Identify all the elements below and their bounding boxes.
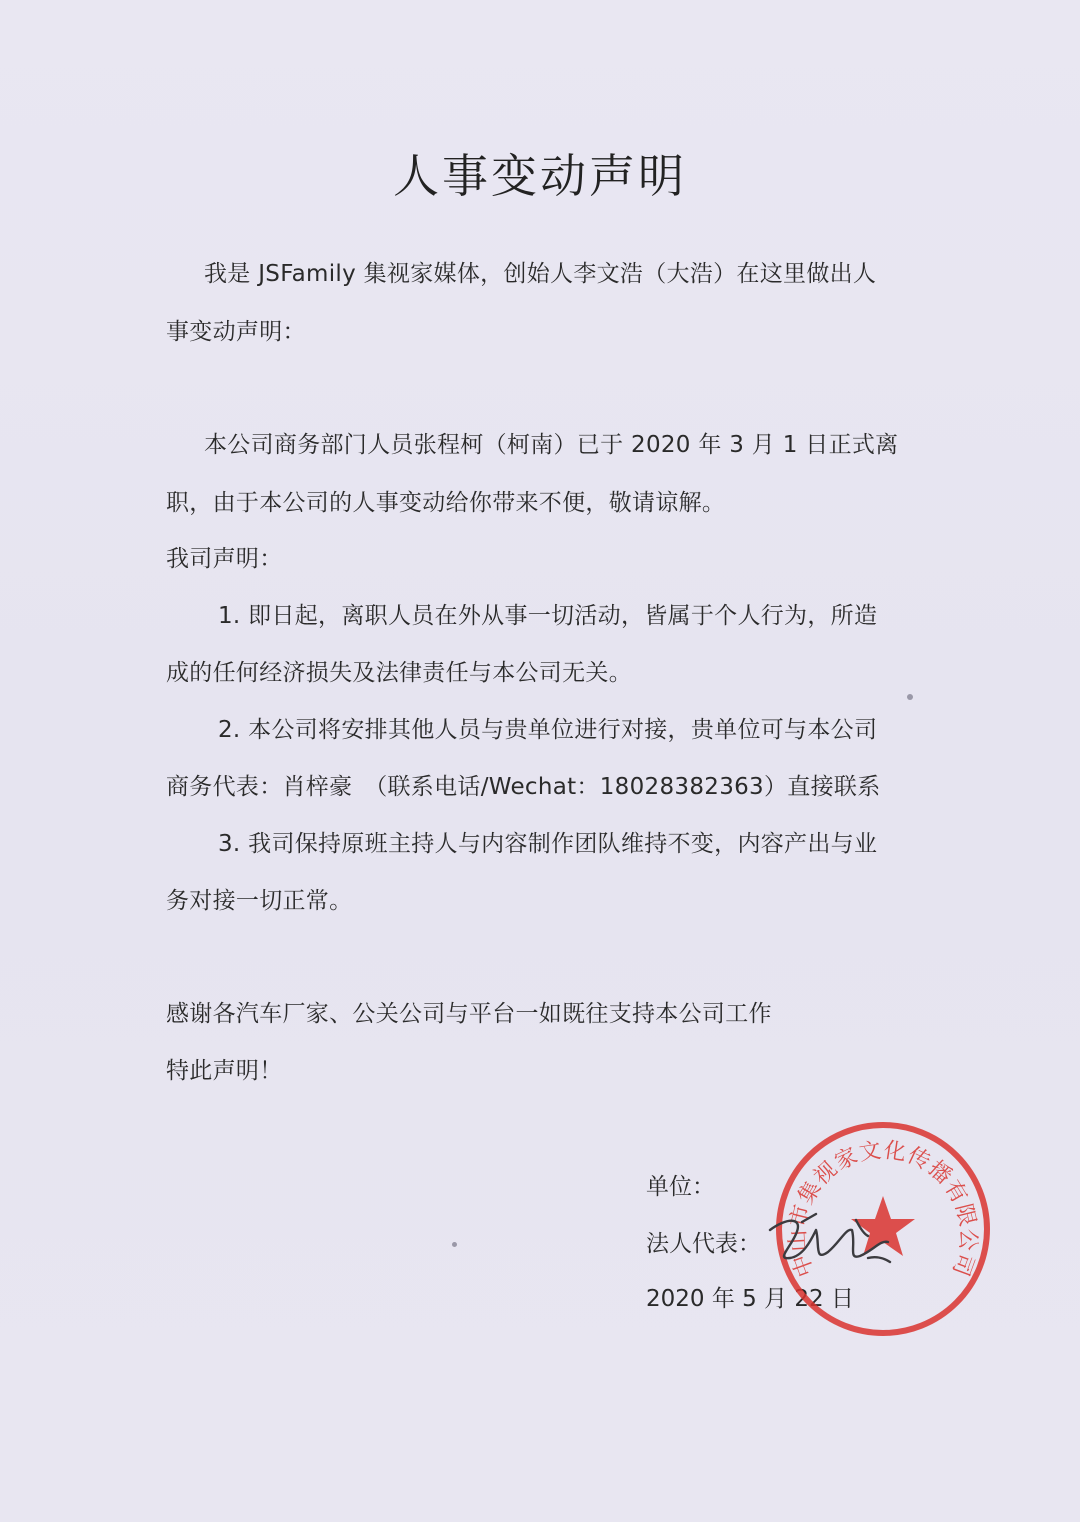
declaration-heading: 我司声明： xyxy=(166,546,283,572)
item-2-line-1: 2. 本公司将安排其他人员与贵单位进行对接，贵单位可与本公司 xyxy=(218,717,878,743)
closing-line: 特此声明！ xyxy=(166,1058,283,1084)
seal-text: 中山市集视家文化传播有限公司 xyxy=(785,1138,981,1280)
item-1-line-2: 成的任何经济损失及法律责任与本公司无关。 xyxy=(166,660,632,686)
thanks-line: 感谢各汽车厂家、公关公司与平台一如既往支持本公司工作 xyxy=(166,1001,772,1027)
intro-line-1: 我是 JSFamily 集视家媒体，创始人李文浩（大浩）在这里做出人 xyxy=(204,261,877,287)
signature-date: 2020 年 5 月 22 日 xyxy=(646,1286,854,1312)
item-3-line-1: 3. 我司保持原班主持人与内容制作团队维持不变，内容产出与业 xyxy=(218,831,878,857)
intro-line-2: 事变动声明： xyxy=(166,319,306,345)
item-3-line-2: 务对接一切正常。 xyxy=(166,888,353,914)
signature-stroke xyxy=(770,1214,890,1262)
paper-speck xyxy=(452,1242,457,1247)
legal-rep-label: 法人代表： xyxy=(646,1231,761,1257)
item-1-line-1: 1. 即日起，离职人员在外从事一切活动，皆属于个人行为，所造 xyxy=(218,603,878,629)
paper-speck xyxy=(907,694,913,700)
handwritten-signature xyxy=(756,1200,896,1280)
paragraph-line-2: 职，由于本公司的人事变动给你带来不便，敬请谅解。 xyxy=(166,490,726,516)
paragraph-line-1: 本公司商务部门人员张程柯（柯南）已于 2020 年 3 月 1 日正式离 xyxy=(204,432,899,458)
item-2-line-2: 商务代表：肖梓豪 （联系电话/Wechat：18028382363）直接联系 xyxy=(166,774,881,800)
unit-label: 单位： xyxy=(646,1174,715,1200)
document-title: 人事变动声明 xyxy=(393,149,687,203)
